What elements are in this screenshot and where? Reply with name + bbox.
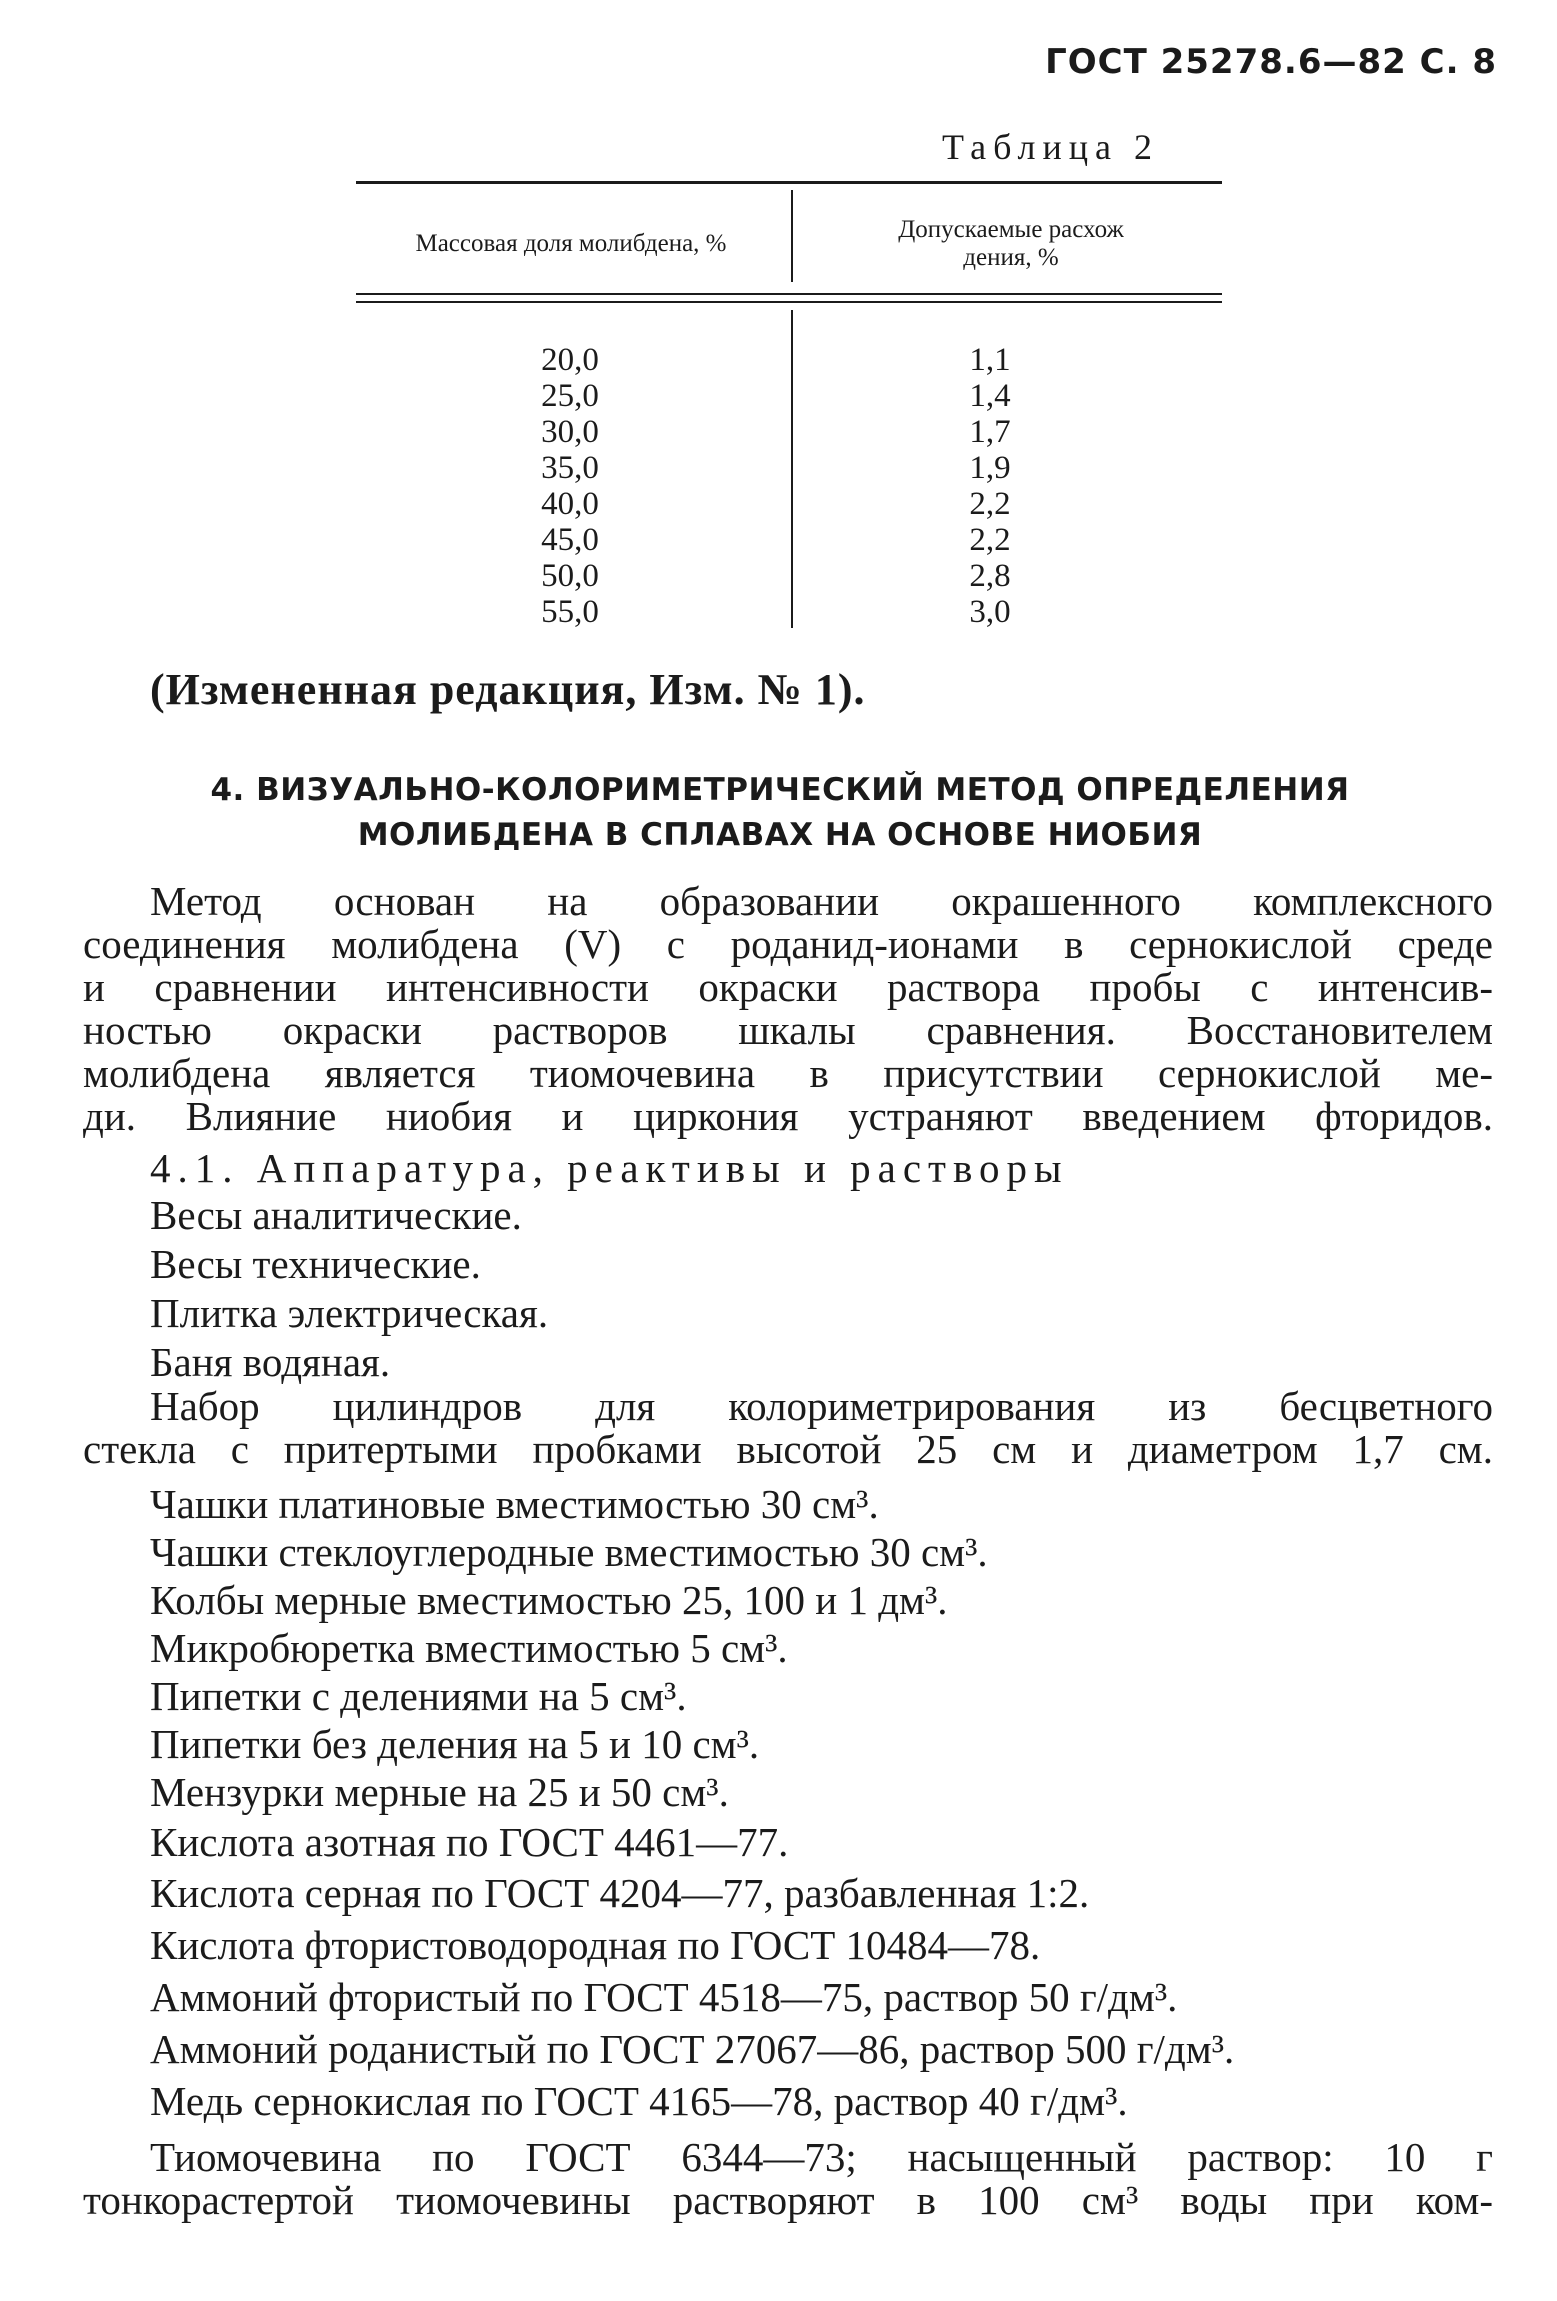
table-cell: 35,0 xyxy=(541,450,599,486)
list-item: Чашки платиновые вместимостью 30 см³. xyxy=(150,1481,879,1527)
table-cell: 2,2 xyxy=(969,486,1011,522)
table-cell: 3,0 xyxy=(969,594,1011,630)
deviation-column xyxy=(930,342,1050,630)
subsection-heading: 4.1. Аппаратура, реактивы и растворы xyxy=(150,1145,1069,1191)
list-item: Весы аналитические. xyxy=(150,1192,522,1238)
list-item: Чашки стеклоуглеродные вместимостью 30 см³. xyxy=(150,1529,988,1575)
list-item: Мензурки мерные на 25 и 50 см³. xyxy=(150,1769,729,1815)
list-item: Пипетки без деления на 5 и 10 см³. xyxy=(150,1721,760,1767)
list-item: Колбы мерные вместимостью 25, 100 и 1 дм³. xyxy=(150,1577,948,1623)
list-item: Кислота серная по ГОСТ 4204—77, разбавленная 1:2. xyxy=(150,1870,1090,1916)
column-header-deviation: Допускаемые расхож дения, % xyxy=(898,216,1124,271)
list-item: Аммоний роданистый по ГОСТ 27067—86, раствор 500 г/дм³. xyxy=(150,2026,1235,2072)
page-header: ГОСТ 25278.6—82 С. 8 xyxy=(1045,42,1497,82)
list-item: Кислота фтористоводородная по ГОСТ 10484—78. xyxy=(150,1922,1041,1968)
list-item: Кислота азотная по ГОСТ 4461—77. xyxy=(150,1819,789,1865)
list-item: Пипетки с делениями на 5 см³. xyxy=(150,1673,687,1719)
table-cell: 1,7 xyxy=(969,414,1011,450)
list-item: Аммоний фтористый по ГОСТ 4518—75, раствор 50 г/дм³. xyxy=(150,1974,1178,2020)
table-cell: 30,0 xyxy=(541,414,599,450)
table-cell: 1,9 xyxy=(969,450,1011,486)
amendment-note: (Измененная редакция, Изм. № 1). xyxy=(150,665,866,714)
table-cell: 40,0 xyxy=(541,486,599,522)
list-item: Микробюретка вместимостью 5 см³. xyxy=(150,1625,788,1671)
table-cell: 2,8 xyxy=(969,558,1011,594)
mass-column xyxy=(500,342,640,630)
section-title: 4. ВИЗУАЛЬНО-КОЛОРИМЕТРИЧЕСКИЙ МЕТОД ОПРЕДЕЛЕНИЯ МОЛИБДЕНА В СПЛАВАХ НА ОСНОВЕ НИОБИЯ xyxy=(210,772,1350,853)
list-item: Тиомочевина по ГОСТ 6344—73; насыщенный раствор: 10 г тонкорастертой тиомочевины растворяют в 100 см³ воды при ком- xyxy=(83,2134,1493,2223)
table-cell: 1,1 xyxy=(969,342,1011,378)
table-header-divider xyxy=(791,190,793,282)
table-cell: 50,0 xyxy=(541,558,599,594)
table-caption: Таблица 2 xyxy=(942,127,1159,167)
table-header-rule-1 xyxy=(356,293,1222,295)
list-item: Весы технические. xyxy=(150,1241,481,1287)
list-item: Набор цилиндров для колориметрирования из бесцветного стекла с притертыми пробками высотой 25 см и диаметром 1,7 см. xyxy=(83,1383,1493,1472)
table-cell: 55,0 xyxy=(541,594,599,630)
list-item: Баня водяная. xyxy=(150,1339,391,1385)
table-header-rule-2 xyxy=(356,301,1222,303)
intro-paragraph: Метод основан на образовании окрашенного комплексного соединения молибдена (V) с роданид-ионами в сернокислой среде и сравнении интенсивности окраски раствора пробы с интенсив- ностью окраски растворов шкалы сравнения. Восстановителем молибдена является тиомочевина в присутствии сернокислой ме- ди. Влияние ниобия и циркония устраняют введением фторидов. xyxy=(83,878,1493,1139)
table-top-rule xyxy=(356,181,1222,184)
table-cell: 2,2 xyxy=(969,522,1011,558)
list-item: Медь сернокислая по ГОСТ 4165—78, раствор 40 г/дм³. xyxy=(150,2078,1128,2124)
table-cell: 1,4 xyxy=(969,378,1011,414)
column-header-mass: Массовая доля молибдена, % xyxy=(415,230,727,257)
table-cell: 45,0 xyxy=(541,522,599,558)
table-cell: 20,0 xyxy=(541,342,599,378)
table-cell: 25,0 xyxy=(541,378,599,414)
list-item: Плитка электрическая. xyxy=(150,1290,549,1336)
table-body-divider xyxy=(791,310,793,628)
